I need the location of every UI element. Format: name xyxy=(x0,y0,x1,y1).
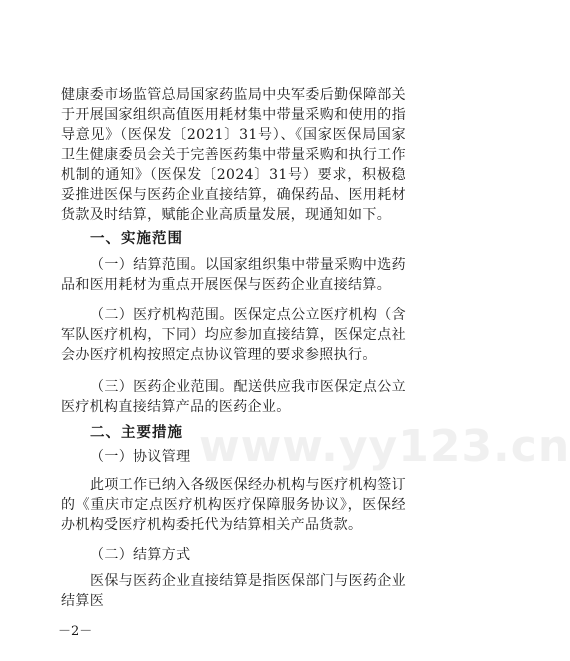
paragraph-enterprise-scope: （三）医药企业范围。配送供应我市医保定点公立医疗机构直接结算产品的医药企业。 xyxy=(61,379,406,415)
watermark: www.yy123.cn xyxy=(199,421,570,472)
subheading-agreement-management: （一）协议管理 xyxy=(90,449,191,465)
paragraph-medical-institution-scope: （二）医疗机构范围。医保定点公立医疗机构（含军队医疗机构，下同）均应参加直接结算，医保定点社会办医疗机构按照定点协议管理的要求参照执行。 xyxy=(61,307,406,363)
section-heading-scope: 一、实施范围 xyxy=(90,231,183,247)
paragraph-settlement-method: 医保与医药企业直接结算是指医保部门与医药企业结算医 xyxy=(61,573,406,609)
paragraph-agreement-management: 此项工作已纳入各级医保经办机构与医疗机构签订的《重庆市定点医疗机构医疗保障服务协议》，医保经办机构受医疗机构委托代为结算相关产品货款。 xyxy=(61,477,406,533)
subheading-settlement-method: （二）结算方式 xyxy=(90,547,191,563)
page-number: －2－ xyxy=(58,624,93,639)
paragraph-settlement-scope: （一）结算范围。以国家组织集中带量采购中选药品和医用耗材为重点开展医保与医药企业直接结算。 xyxy=(61,257,406,293)
intro-paragraph: 健康委市场监管总局国家药监局中央军委后勤保障部关于开展国家组织高值医用耗材集中带量采购和使用的指导意见》（医保发〔2021〕31号）、《国家医保局国家卫生健康委员会关于完善医药集中带量采购和执行工作机制的通知》（医保发〔2024〕31号）要求，积极稳妥推进医保与医药企业直接结算，确保药品、医用耗材货款及时结算，赋能企业高质量发展，现通知如下。 xyxy=(61,87,406,223)
section-heading-measures: 二、主要措施 xyxy=(90,425,183,441)
